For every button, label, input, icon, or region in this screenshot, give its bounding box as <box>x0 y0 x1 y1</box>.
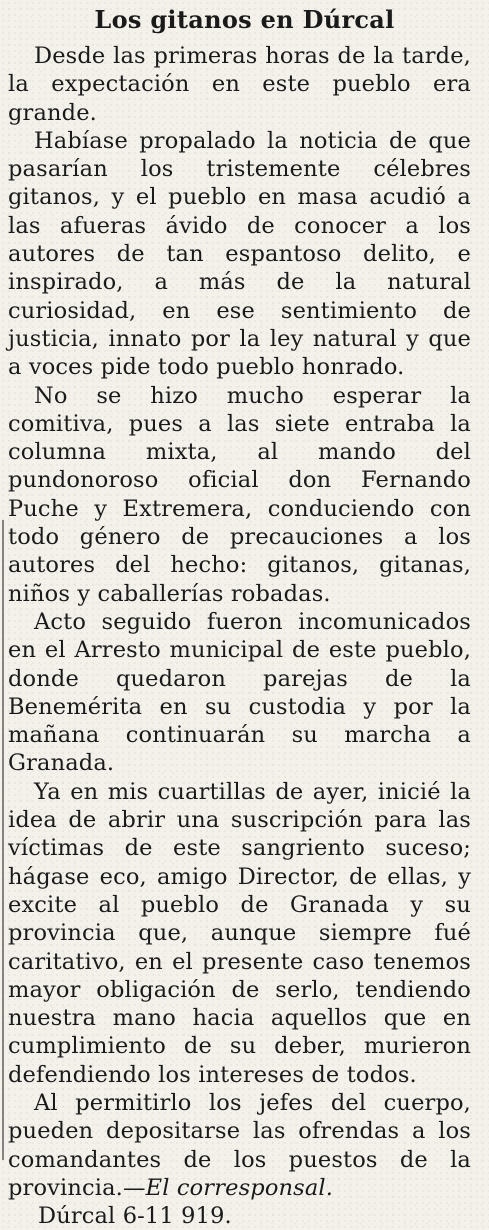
closing-text: Al permitirlo los jefes del cuerpo, pueden depositarse las ofrendas a los comandantes de los puestos de la provincia.— <box>8 1089 471 1201</box>
column-rule <box>2 520 4 1160</box>
article-paragraph-3: No se hizo mucho esperar la comitiva, pues a las siete entraba la columna mixta, al mando del pundonoroso oficial don Fernando Puche y Extremera, conduciendo con todo género de precauciones a los autores del hecho: gitanos, gitanas, niños y caballerías robadas. <box>8 382 471 607</box>
correspondent-signature: El corresponsal. <box>145 1174 334 1201</box>
article-title: Los gitanos en Dúrcal <box>94 5 395 34</box>
article-paragraph-4: Acto seguido fueron incomunicados en el Arresto municipal de este pueblo, donde quedaron parejas de la Benemérita en su custodia y por la mañana continuarán su marcha a Granada. <box>8 608 471 777</box>
article-paragraph-2: Habíase propalado la noticia de que pasarían los tristemente célebres gitanos, y el pueblo en masa acudió a las afueras ávido de conocer a los autores de tan espantoso delito, e inspirado, a más de la natural curiosidad, en ese sentimiento de justicia, innato por la ley natural y que a voces pide todo pueblo honrado. <box>8 127 471 381</box>
article-closing-paragraph <box>8 1089 471 1202</box>
article-paragraph-5: Ya en mis cuartillas de ayer, inicié la idea de abrir una suscripción para las víctimas de este sangriento suceso; hágase eco, amigo Director, de ellas, y excite al pueblo de Granada y su provincia que, aunque siempre fué caritativo, en el presente caso tenemos mayor obligación de serlo, tendiendo nuestra mano hacia aquellos que en cumplimiento de su deber, murieron defendiendo los intereses de todos. <box>8 778 471 1088</box>
article-paragraph-1: Desde las primeras horas de la tarde, la expectación en este pueblo era grande. <box>8 43 471 126</box>
article-dateline: Dúrcal 6-11 919. <box>38 1203 232 1230</box>
